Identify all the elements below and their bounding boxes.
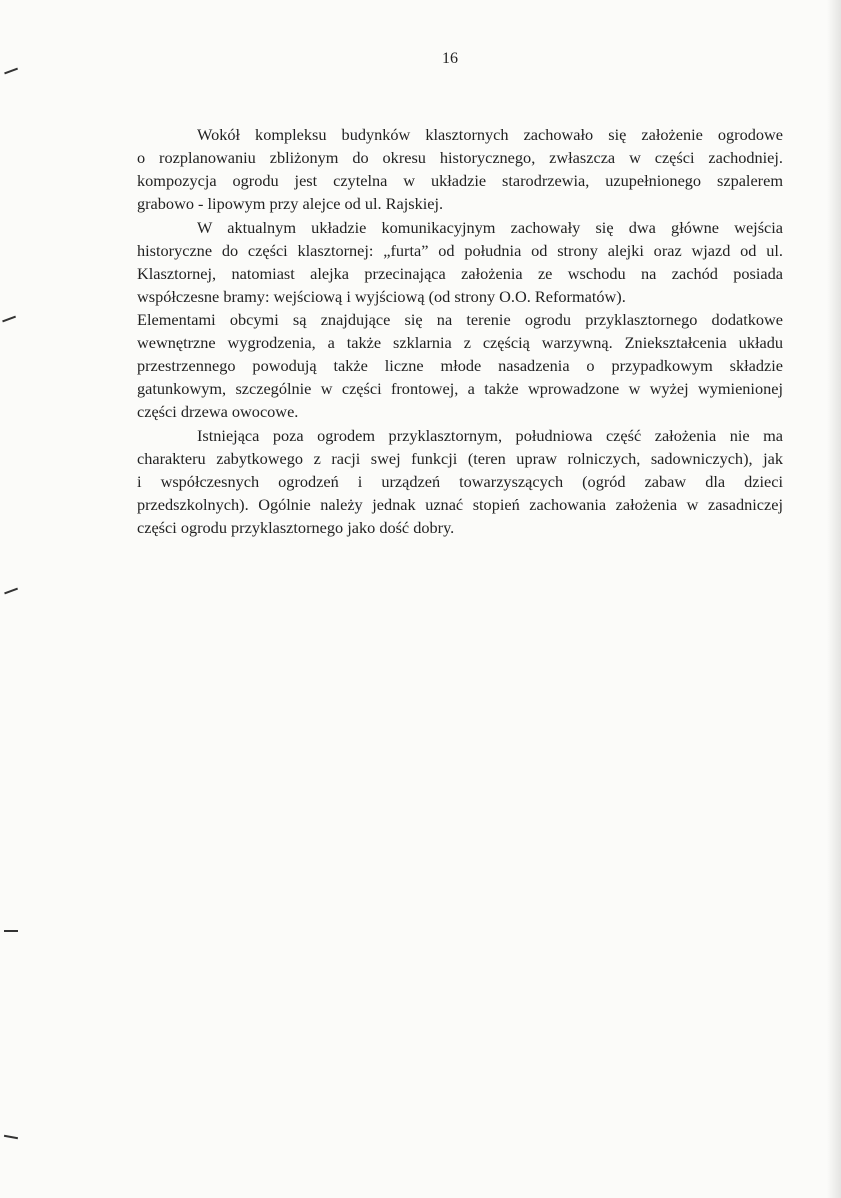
text-line: przestrzennego powodują także liczne młode nasadzenia o przypadkowym składzie xyxy=(137,356,783,375)
text-line: Elementami obcymi są znajdujące się na terenie ogrodu przyklasztornego dodatkowe xyxy=(137,310,783,329)
text-line: historyczne do części klasztornej: „furta” od południa od strony alejki oraz wjazd od ul. xyxy=(137,241,783,260)
scan-margin-mark-icon xyxy=(4,588,18,594)
text-line: W aktualnym układzie komunikacyjnym zachowały się dwa główne wejścia xyxy=(197,218,783,237)
text-line: części drzewa owocowe. xyxy=(137,402,299,421)
scan-margin-mark-icon xyxy=(4,68,18,74)
text-line: Klasztornej, natomiast alejka przecinająca założenia ze wschodu na zachód posiada xyxy=(137,264,783,283)
text-line: gatunkowym, szczególnie w części frontowej, a także wprowadzone w wyżej wymienionej xyxy=(137,379,783,398)
text-line: charakteru zabytkowego z racji swej funkcji (teren upraw rolniczych, sadowniczych), jak xyxy=(137,449,783,468)
text-line: przedszkolnych). Ogólnie należy jednak uznać stopień zachowania założenia w zasadniczej xyxy=(137,495,783,514)
text-line: Wokół kompleksu budynków klasztornych zachowało się założenie ogrodowe xyxy=(197,125,783,144)
scan-margin-mark-icon xyxy=(4,930,18,932)
text-line: grabowo - lipowym przy alejce od ul. Rajskiej. xyxy=(137,194,444,213)
scan-margin-mark-icon xyxy=(2,316,16,322)
scan-margin-mark-icon xyxy=(4,1135,18,1139)
text-line: Istniejąca poza ogrodem przyklasztornym, południowa część założenia nie ma xyxy=(197,426,783,445)
text-line: i współczesnych ogrodzeń i urządzeń towarzyszących (ogród zabaw dla dzieci xyxy=(137,472,783,491)
page-number: 16 xyxy=(442,50,458,67)
text-line: wewnętrzne wygrodzenia, a także szklarnia z częścią warzywną. Zniekształcenia układu xyxy=(137,333,783,352)
scan-edge-shadow xyxy=(827,0,841,1198)
text-line: kompozycja ogrodu jest czytelna w układzie starodrzewia, uzupełnionego szpalerem xyxy=(137,171,783,190)
text-line: części ogrodu przyklasztornego jako dość dobry. xyxy=(137,518,455,537)
text-line: o rozplanowaniu zbliżonym do okresu historycznego, zwłaszcza w części zachodniej. xyxy=(137,148,783,167)
text-line: współczesne bramy: wejściową i wyjściową (od strony O.O. Reformatów). xyxy=(137,287,626,306)
